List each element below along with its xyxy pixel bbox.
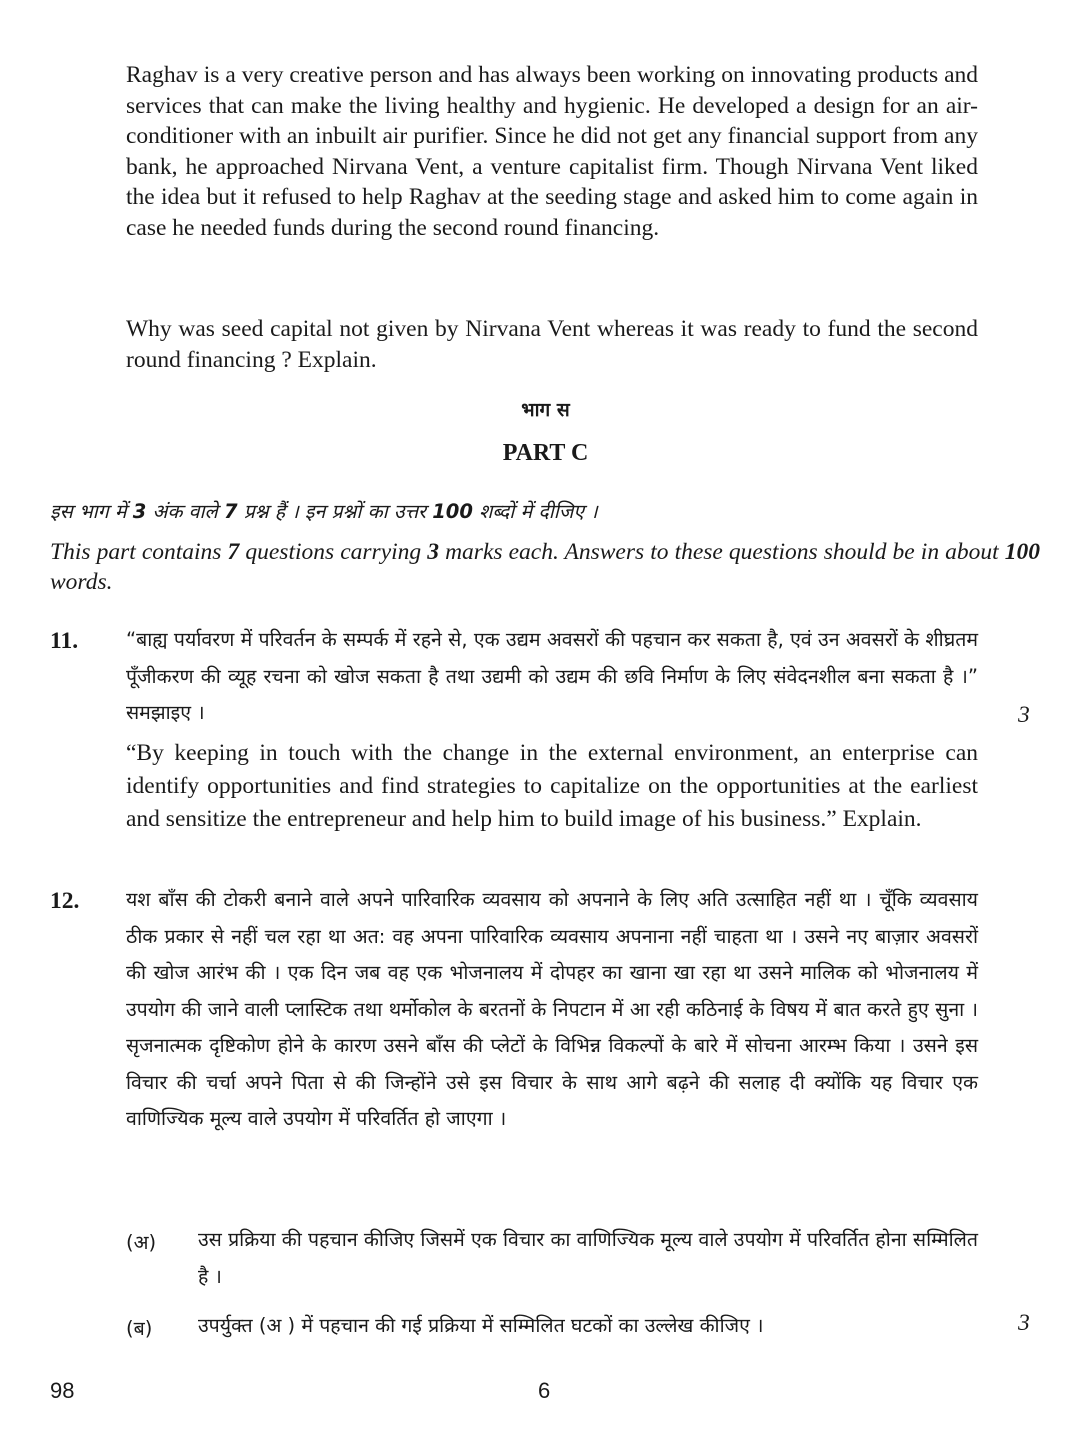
instructions-english: This part contains 7 questions carrying 3 marks each. Answers to these questions should be in about 100 words.: [50, 539, 1041, 595]
case-paragraph: Raghav is a very creative person and has always been working on innovating products and services that can make the living healthy and hygienic. He developed a design for an air-conditioner with an inbuilt air purifier. Since he did not get any financial support from any bank, he approached Nirvana Vent, a venture capitalist firm. Though Nirvana Vent liked the idea but it refused to help Raghav at the seeding stage and asked him to come again in case he needed funds during the second round financing.: [126, 62, 978, 241]
question-11-english: “By keeping in touch with the change in the external environment, an enterprise can identify opportunities and find strategies to capitalize on the opportunities at the earliest and sensitize the entrepreneur and help him to build image of his business.” Explain.: [126, 740, 978, 832]
subpart-text-a: उस प्रक्रिया की पहचान कीजिए जिसमें एक विचार का वाणिज्यिक मूल्य वाले उपयोग में परिवर्तित होना सम्मिलित है ।: [198, 1228, 978, 1288]
question-12-marks: 3: [1018, 1310, 1030, 1336]
subpart-label-a: (अ): [126, 1231, 157, 1254]
question-12-hindi: यश बाँस की टोकरी बनाने वाले अपने पारिवारिक व्यवसाय को अपनाने के लिए अति उत्साहित नहीं था । चूँकि व्यवसाय ठीक प्रकार से नहीं चल रहा था अत: वह अपना पारिवारिक व्यवसाय अपनाना नहीं चाहता था । उसने नए बाज़ार अवसरों की खोज आरंभ की । एक दिन जब वह एक भोजनालय में दोपहर का खाना खा रहा था उसने मालिक को भोजनालय में उपयोग की जाने वाली प्लास्टिक तथा थर्मोकोल के बरतनों के निपटान में आ रही कठिनाई के विषय में बात करते हुए सुना । सृजनात्मक दृष्टिकोण होने के कारण उसने बाँस की प्लेटों के विभिन्न विकल्पों के बारे में सोचना आरम्भ किया । उसने इस विचार की चर्चा अपने पिता से की जिन्होंने उसे इस विचार के साथ आगे बढ़ने की सलाह दी क्योंकि यह विचार एक वाणिज्यिक मूल्य वाले उपयोग में परिवर्तित हो जाएगा ।: [126, 888, 978, 1130]
page-number: 6: [538, 1378, 551, 1403]
part-title-english: PART C: [502, 440, 589, 466]
paper-code: 98: [50, 1378, 75, 1403]
instructions-hindi: इस भाग में 3 अंक वाले 7 प्रश्न हैं । इन प्रश्नों का उत्तर 100 शब्दों में दीजिए ।: [50, 500, 598, 523]
subpart-text-b: उपर्युक्त (अ ) में पहचान की गई प्रक्रिया में सम्मिलित घटकों का उल्लेख कीजिए ।: [198, 1314, 764, 1337]
question-number-12: 12.: [50, 888, 80, 914]
part-title-hindi: भाग स: [521, 399, 570, 421]
question-11-hindi: “बाह्य पर्यावरण में परिवर्तन के सम्पर्क में रहने से, एक उद्यम अवसरों की पहचान कर सकता है, एवं उन अवसरों के शीघ्रतम पूँजीकरण की व्यूह रचना को खोज सकता है तथा उद्यमी को उद्यम की छवि निर्माण के लिए संवेदनशील बना सकता है ।” समझाइए ।: [126, 628, 978, 724]
question-number-11: 11.: [50, 628, 79, 654]
question-11-marks: 3: [1018, 702, 1030, 728]
case-question: Why was seed capital not given by Nirvana Vent whereas it was ready to fund the second round financing ? Explain.: [126, 316, 978, 373]
subpart-label-b: (ब): [126, 1317, 153, 1340]
